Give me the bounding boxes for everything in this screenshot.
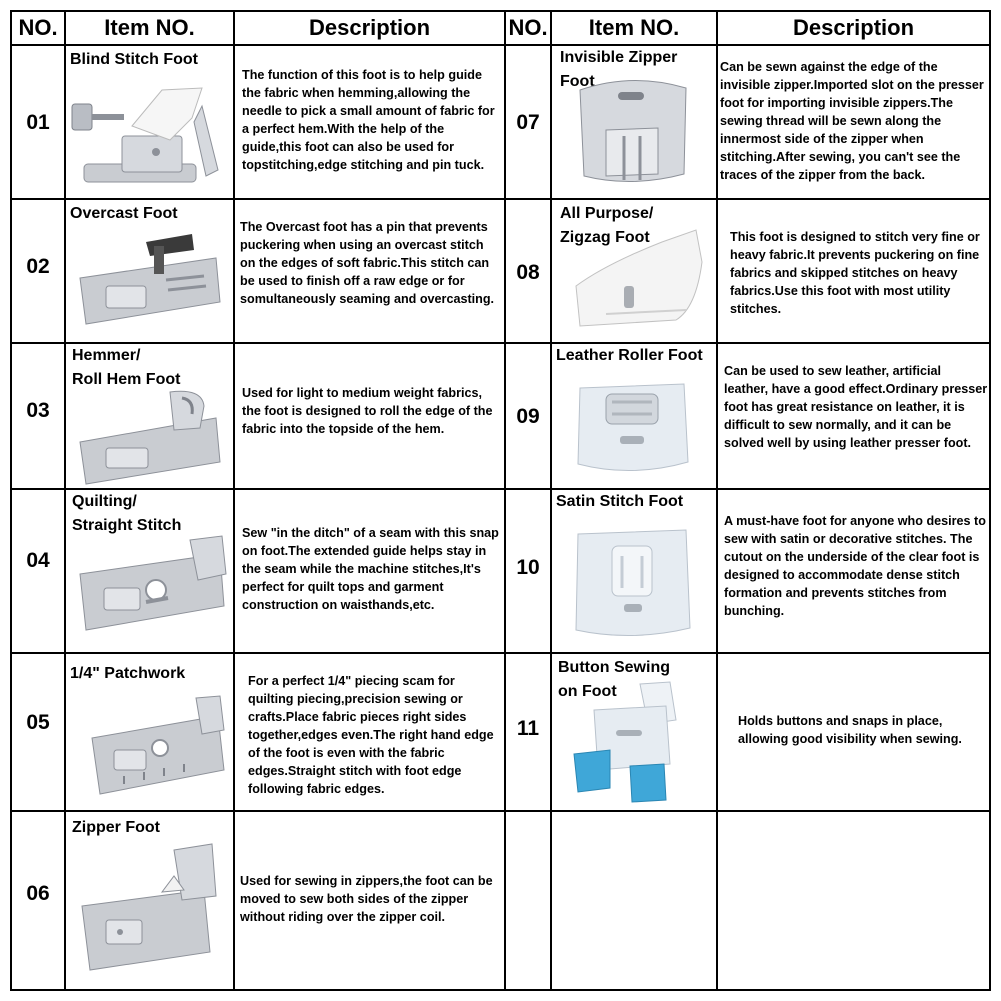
invisible-zipper-foot-icon <box>566 70 700 196</box>
item-name: Button Sewing on Foot <box>558 659 670 700</box>
header-description: Description <box>792 15 915 40</box>
header-description: Description <box>308 15 431 40</box>
item-name: Zipper Foot <box>72 819 160 836</box>
col-divider <box>989 10 991 991</box>
row-divider <box>10 989 991 991</box>
header-no: NO. <box>508 15 548 40</box>
item-description: The function of this foot is to help guide the fabric when hemming,allowing the needle to pick a small amount of fabric for a perfect hem.With the help of the guide,this foot can also be used for topstitching,edge stitching and pin tuck. <box>242 68 495 172</box>
header-no: NO. <box>18 15 58 40</box>
item-name: Hemmer/ Roll Hem Foot <box>72 347 181 388</box>
item-description: This foot is designed to stitch very fine or heavy fabric.It prevents puckering on fine fabrics and skipped stitches on heavy fabrics.Use this foot with most utility stitches. <box>730 230 980 316</box>
item-name: Invisible Zipper Foot <box>560 49 678 90</box>
button-sewing-foot-icon <box>570 680 690 808</box>
item-description: Holds buttons and snaps in place, allowing good visibility when sewing. <box>738 714 962 746</box>
header-item: Item NO. <box>104 15 195 40</box>
item-number: 05 <box>26 711 50 734</box>
zigzag-foot-icon <box>566 224 712 340</box>
row-divider <box>10 10 991 12</box>
col-divider <box>233 10 235 991</box>
item-name: Satin Stitch Foot <box>556 493 684 510</box>
col-divider <box>716 10 718 991</box>
item-number: 01 <box>26 111 50 134</box>
row-divider <box>10 198 991 200</box>
col-divider <box>10 10 12 991</box>
item-name: Leather Roller Foot <box>556 347 703 364</box>
satin-stitch-foot-icon <box>566 516 700 650</box>
roll-hem-foot-icon <box>70 384 230 488</box>
item-description: Sew "in the ditch" of a seam with this snap on foot.The extended guide helps stay in the seam while the machine stitches,It's perfect for quilt tops and garment construction on waisthands,etc. <box>242 526 499 612</box>
item-number: 02 <box>26 255 50 278</box>
row-divider <box>10 810 991 812</box>
patchwork-foot-icon <box>84 690 230 808</box>
item-number: 06 <box>26 882 50 905</box>
overcast-foot-icon <box>66 228 228 338</box>
item-name: Blind Stitch Foot <box>70 51 198 68</box>
row-divider <box>10 652 991 654</box>
item-description: Used for light to medium weight fabrics, the foot is designed to roll the edge of the fabric into the topside of the hem. <box>242 386 493 436</box>
item-name: 1/4" Patchwork <box>70 665 186 682</box>
item-description: A must-have foot for anyone who desires to sew with satin or decorative stitches. The cutout on the underside of the clear foot is designed to accommodate dense stitch formation and prevents stitches from bunching. <box>724 514 986 618</box>
item-name: All Purpose/ Zigzag Foot <box>560 205 654 246</box>
item-number: 03 <box>26 399 50 422</box>
item-number: 08 <box>516 261 540 284</box>
item-description: For a perfect 1/4" piecing scam for quilting piecing,precision sewing or crafts.Place fabric pieces right sides together,edges even.The right hand edge of the foot is even with the fabric edges.Straight stitch with foot edge following fabric edges. <box>248 674 494 796</box>
row-divider <box>10 44 991 46</box>
header-item: Item NO. <box>588 15 680 40</box>
item-number: 07 <box>516 111 540 134</box>
item-description: Can be sewn against the edge of the invisible zipper.Imported slot on the presser foot for importing invisible zippers.The sewing thread will be sewn along the innermost side of the zipper when stitching.After sewing, you can't see the traces of the zipper from the back. <box>720 60 984 182</box>
quilting-foot-icon <box>70 534 230 650</box>
item-description: Can be used to sew leather, artificial leather, have a good effect.Ordinary presser foot has great resistance on leather, it is difficult to sew normally, and it can be solved well by using leather presser foot. <box>724 364 988 450</box>
leather-roller-foot-icon <box>566 370 700 486</box>
item-number: 09 <box>516 405 540 428</box>
blind-stitch-foot-icon <box>62 78 232 196</box>
item-number: 04 <box>26 549 50 572</box>
col-divider <box>550 10 552 991</box>
item-number: 11 <box>516 717 540 740</box>
col-divider <box>504 10 506 991</box>
item-number: 10 <box>516 556 540 579</box>
item-description: Used for sewing in zippers,the foot can be moved to sew both sides of the zipper without riding over the zipper coil. <box>240 874 493 924</box>
item-name: Overcast Foot <box>70 205 178 222</box>
item-name: Quilting/ Straight Stitch <box>72 493 182 534</box>
zipper-foot-icon <box>70 840 230 986</box>
item-description: The Overcast foot has a pin that prevents puckering when using an overcast stitch on the edges of soft fabric.This stitch can be used to finish off a raw edge or for somultaneously seaming and overcasting. <box>240 220 495 306</box>
